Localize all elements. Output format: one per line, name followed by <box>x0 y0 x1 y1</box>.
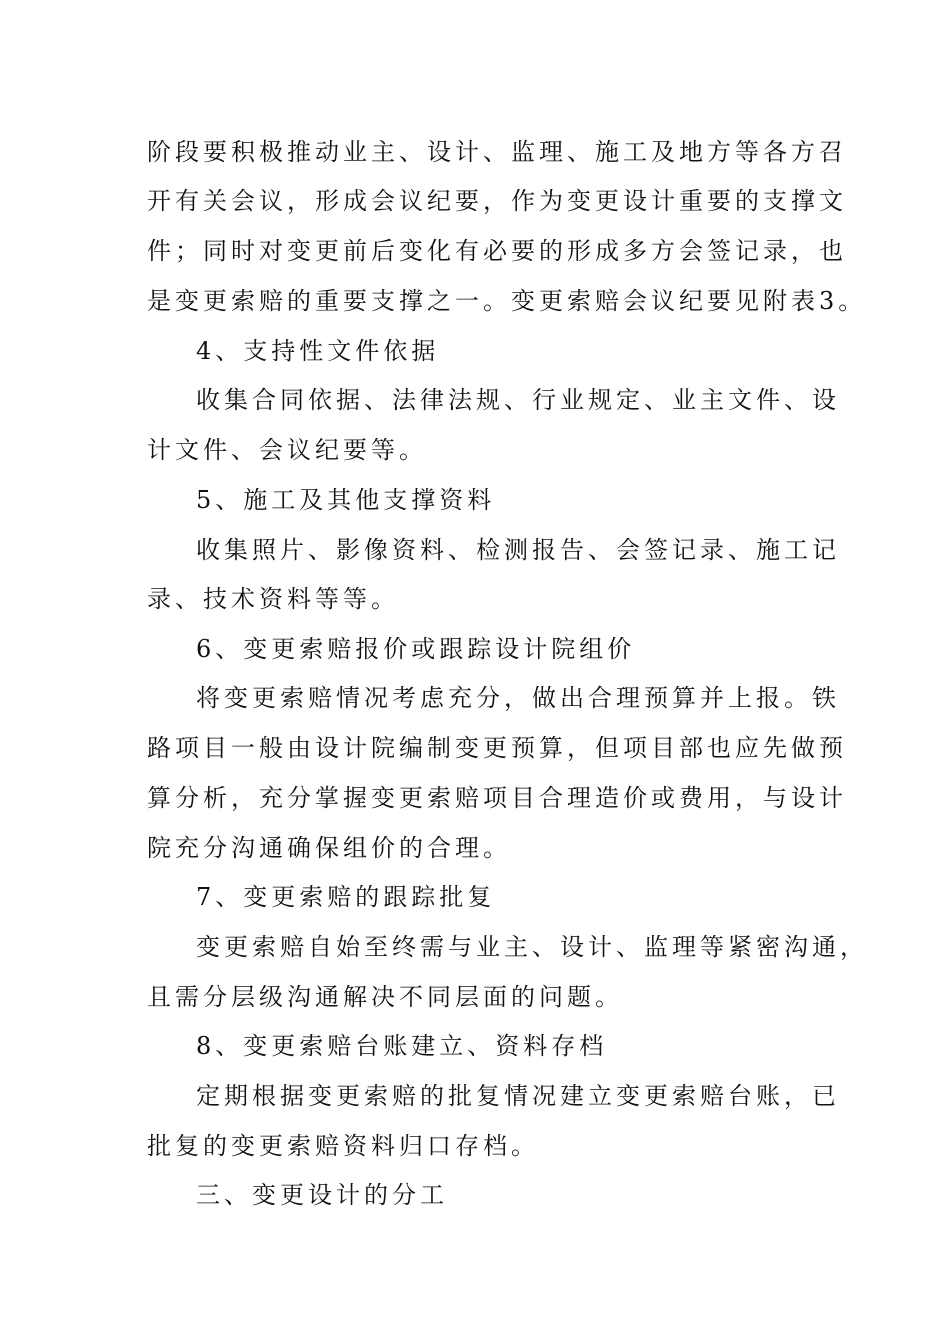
paragraph-line: 批复的变更索赔资料归口存档。 <box>147 1132 539 1160</box>
paragraph-line: 是变更索赔的重要支撑之一。变更索赔会议纪要见附表3。 <box>147 287 867 315</box>
paragraph-line: 收集照片、影像资料、检测报告、会签记录、施工记 <box>196 536 840 564</box>
section-heading: 6、变更索赔报价或跟踪设计院组价 <box>196 635 636 663</box>
paragraph-line: 变更索赔自始至终需与业主、设计、监理等紧密沟通， <box>196 933 868 961</box>
paragraph-line: 阶段要积极推动业主、设计、监理、施工及地方等各方召 <box>147 138 847 166</box>
paragraph-line: 计文件、会议纪要等。 <box>147 436 427 464</box>
paragraph-line: 算分析，充分掌握变更索赔项目合理造价或费用，与设计 <box>147 784 847 812</box>
section-heading: 8、变更索赔台账建立、资料存档 <box>196 1032 608 1060</box>
paragraph-line: 定期根据变更索赔的批复情况建立变更索赔台账，已 <box>196 1082 840 1110</box>
paragraph-line: 收集合同依据、法律法规、行业规定、业主文件、设 <box>196 386 840 414</box>
paragraph-line: 且需分层级沟通解决不同层面的问题。 <box>147 983 623 1011</box>
paragraph-line: 开有关会议，形成会议纪要，作为变更设计重要的支撑文 <box>147 187 847 215</box>
section-heading: 5、施工及其他支撑资料 <box>196 486 496 514</box>
section-heading: 4、支持性文件依据 <box>196 337 440 365</box>
paragraph-line: 件；同时对变更前后变化有必要的形成多方会签记录，也 <box>147 237 847 265</box>
paragraph-line: 院充分沟通确保组价的合理。 <box>147 834 511 862</box>
chapter-heading: 三、变更设计的分工 <box>196 1181 448 1209</box>
paragraph-line: 将变更索赔情况考虑充分，做出合理预算并上报。铁 <box>196 684 840 712</box>
section-heading: 7、变更索赔的跟踪批复 <box>196 883 496 911</box>
paragraph-line: 路项目一般由设计院编制变更预算，但项目部也应先做预 <box>147 734 847 762</box>
paragraph-line: 录、技术资料等等。 <box>147 585 399 613</box>
